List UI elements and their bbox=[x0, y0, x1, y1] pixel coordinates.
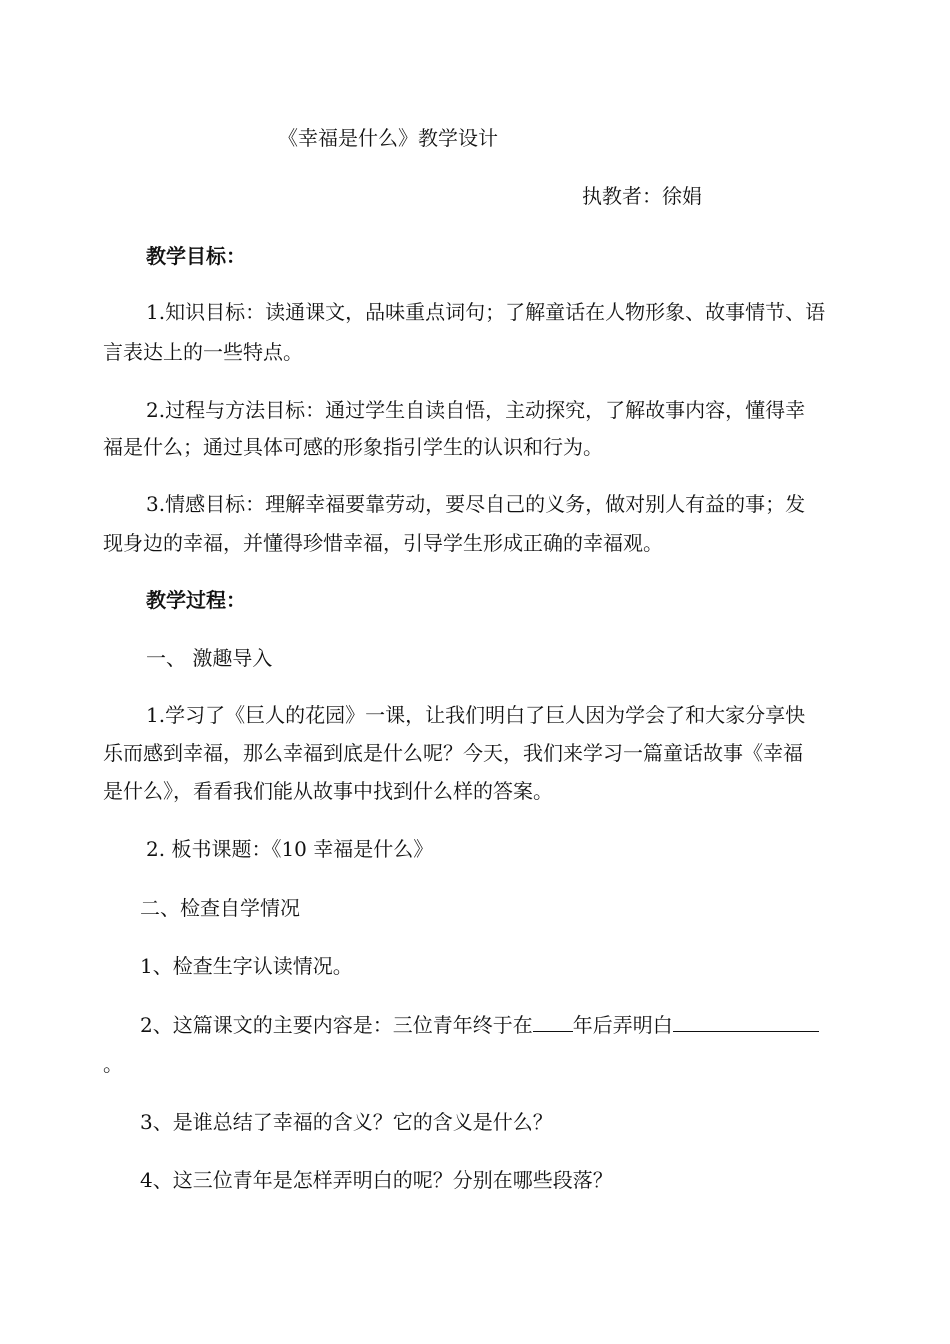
objective-1-line-1: 1.知识目标：读通课文，品味重点词句；了解童话在人物形象、故事情节、语 bbox=[146, 300, 826, 324]
section-1-heading: 一、 激趣导入 bbox=[146, 646, 273, 670]
document-title: 《幸福是什么》教学设计 bbox=[278, 126, 498, 150]
section-2-item-2-end: 。 bbox=[103, 1052, 123, 1076]
objective-1-line-2: 言表达上的一些特点。 bbox=[103, 340, 303, 364]
objectives-heading: 教学目标： bbox=[146, 244, 246, 268]
blank-years bbox=[533, 1005, 573, 1032]
section-2-item-2-text-1: 2、这篇课文的主要内容是：三位青年终于在 bbox=[140, 1013, 533, 1037]
section-1-item-1-line-3: 是什么》，看看我们能从故事中找到什么样的答案。 bbox=[103, 779, 553, 803]
section-1-item-2: 2. 板书课题：《10 幸福是什么》 bbox=[146, 837, 434, 861]
section-2-item-2 bbox=[140, 1005, 900, 1045]
objective-2-line-1: 2.过程与方法目标：通过学生自读自悟，主动探究，了解故事内容，懂得幸 bbox=[146, 398, 806, 422]
section-1-item-1-line-1: 1.学习了《巨人的花园》一课，让我们明白了巨人因为学会了和大家分享快 bbox=[146, 703, 806, 727]
section-2-item-1: 1、检查生字认读情况。 bbox=[140, 954, 353, 978]
objective-3-line-2: 现身边的幸福，并懂得珍惜幸福，引导学生形成正确的幸福观。 bbox=[103, 531, 663, 555]
process-heading: 教学过程： bbox=[146, 588, 246, 612]
section-2-item-2-text-2: 年后弄明白 bbox=[572, 1013, 673, 1037]
section-2-item-4: 4、这三位青年是怎样弄明白的呢？分别在哪些段落？ bbox=[140, 1168, 613, 1192]
section-2-item-3: 3、是谁总结了幸福的含义？它的含义是什么？ bbox=[140, 1110, 553, 1134]
author-line: 执教者：徐娟 bbox=[582, 184, 702, 208]
section-1-item-1-line-2: 乐而感到幸福，那么幸福到底是什么呢？今天，我们来学习一篇童话故事《幸福 bbox=[103, 741, 803, 765]
objective-2-line-2: 福是什么；通过具体可感的形象指引学生的认识和行为。 bbox=[103, 435, 603, 459]
blank-answer bbox=[673, 1005, 819, 1032]
section-2-heading: 二、检查自学情况 bbox=[140, 896, 300, 920]
objective-3-line-1: 3.情感目标：理解幸福要靠劳动，要尽自己的义务，做对别人有益的事；发 bbox=[146, 492, 806, 516]
